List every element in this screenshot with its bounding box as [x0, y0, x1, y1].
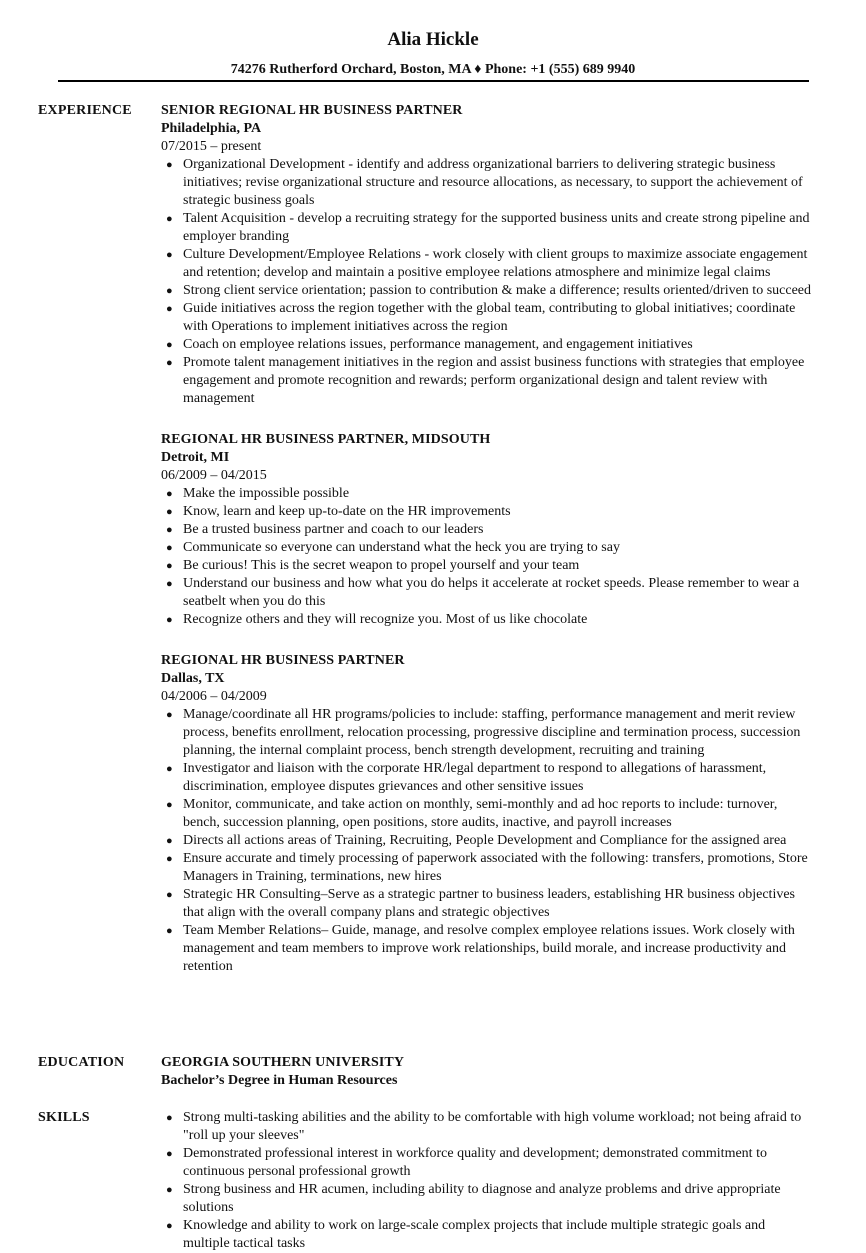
section-label-skills: SKILLS	[38, 1110, 90, 1125]
bullet-text: Investigator and liaison with the corporate HR/legal department to respond to allegations of harassment, discrimination, employee disputes grievances and other sensitive issues	[183, 761, 767, 794]
bullet-text: Directs all actions areas of Training, Recruiting, People Development and Compliance for the assigned area	[183, 833, 787, 848]
bullet-text: Recognize others and they will recognize you. Most of us like chocolate	[183, 612, 588, 627]
job-dates: 04/2006 – 04/2009	[161, 689, 267, 704]
school-name: GEORGIA SOUTHERN UNIVERSITY	[161, 1055, 405, 1070]
bullet-item	[161, 796, 811, 832]
bullet-item	[161, 210, 811, 246]
bullet-text: Culture Development/Employee Relations - work closely with client groups to maximize associate engagement and retention; develop and maintain a positive employee relations atmosphere and minimize legal claims	[183, 247, 808, 280]
bullet-item	[161, 503, 811, 521]
bullet-item	[161, 300, 811, 336]
bullet-text: Manage/coordinate all HR programs/policies to include: staffing, performance management and merit review process, benefits enrollment, relocation processing, progressive discipline and termination process, succession planning, the internal complaint process, bench strength development, recruiting and training	[183, 707, 801, 758]
bullet-text: Guide initiatives across the region together with the global team, contributing to global initiatives; coordinate with Operations to implement initiatives across the region	[183, 301, 796, 334]
section-label-education: EDUCATION	[38, 1055, 125, 1070]
bullet-dot-icon: ●	[166, 249, 173, 261]
bullet-dot-icon: ●	[166, 925, 173, 937]
job-entry	[161, 102, 821, 408]
bullet-dot-icon: ●	[166, 1112, 173, 1124]
bullet-dot-icon: ●	[166, 1184, 173, 1196]
job-bullets	[161, 706, 821, 976]
bullet-item	[161, 156, 811, 210]
bullet-dot-icon: ●	[166, 560, 173, 572]
bullet-item	[161, 521, 811, 539]
bullet-dot-icon: ●	[166, 578, 173, 590]
bullet-item	[161, 850, 811, 886]
bullet-item	[161, 1145, 811, 1181]
bullet-item	[161, 832, 811, 850]
job-location: Philadelphia, PA	[161, 121, 262, 136]
bullet-text: Team Member Relations– Guide, manage, and resolve complex employee relations issues. Work closely with management and team members to improve work relationships, build morale, and increase productivity and retention	[183, 923, 795, 974]
skills-list	[161, 1109, 821, 1253]
bullet-dot-icon: ●	[166, 303, 173, 315]
bullet-text: Knowledge and ability to work on large-scale complex projects that include multiple strategic goals and multiple tactical tasks	[183, 1218, 766, 1251]
bullet-item	[161, 706, 811, 760]
job-dates: 07/2015 – present	[161, 139, 262, 154]
job-entry	[161, 431, 821, 629]
job-title: REGIONAL HR BUSINESS PARTNER, MIDSOUTH	[161, 432, 491, 447]
bullet-text: Know, learn and keep up-to-date on the HR improvements	[183, 504, 511, 519]
bullet-dot-icon: ●	[166, 853, 173, 865]
bullet-item	[161, 886, 811, 922]
bullet-dot-icon: ●	[166, 1220, 173, 1232]
bullet-item	[161, 336, 811, 354]
job-location: Dallas, TX	[161, 671, 225, 686]
education-body	[161, 1054, 821, 1090]
bullet-text: Organizational Development - identify and address organizational barriers to delivering strategic business initiatives; revise organizational structure and resource allocations, as necessary, to support the achievement of strategic business goals	[183, 157, 803, 208]
bullet-text: Strong multi-tasking abilities and the ability to be comfortable with high volume workload; not being afraid to "roll up your sleeves"	[183, 1110, 802, 1143]
bullet-dot-icon: ●	[166, 506, 173, 518]
bullet-text: Be curious! This is the secret weapon to propel yourself and your team	[183, 558, 580, 573]
job-bullets	[161, 156, 821, 408]
bullet-text: Communicate so everyone can understand what the heck you are trying to say	[183, 540, 620, 555]
bullet-text: Be a trusted business partner and coach to our leaders	[183, 522, 484, 537]
bullet-item	[161, 485, 811, 503]
bullet-text: Demonstrated professional interest in workforce quality and development; demonstrated commitment to continuous personal professional growth	[183, 1146, 767, 1179]
section-label-experience: EXPERIENCE	[38, 103, 132, 118]
bullet-dot-icon: ●	[166, 339, 173, 351]
bullet-item	[161, 922, 811, 976]
bullet-dot-icon: ●	[166, 799, 173, 811]
contact-line: 74276 Rutherford Orchard, Boston, MA ♦ Phone: +1 (555) 689 9940	[230, 62, 636, 77]
bullet-text: Strong client service orientation; passion to contribution & make a difference; results oriented/driven to succeed	[183, 283, 811, 298]
bullet-dot-icon: ●	[166, 614, 173, 626]
bullet-text: Make the impossible possible	[183, 486, 350, 501]
experience-body	[161, 102, 821, 999]
bullet-text: Understand our business and how what you do helps it accelerate at rocket speeds. Please remember to wear a seatbelt when you do this	[183, 576, 800, 609]
bullet-text: Promote talent management initiatives in the region and assist business functions with strategies that employee engagement and promote recognition and rewards; perform organizational design and talent review with management	[183, 355, 805, 406]
job-bullets	[161, 485, 821, 629]
bullet-dot-icon: ●	[166, 285, 173, 297]
bullet-item	[161, 282, 811, 300]
bullet-text: Ensure accurate and timely processing of paperwork associated with the following: transfers, promotions, Store Managers in Training, terminations, new hires	[183, 851, 808, 884]
bullet-item	[161, 575, 811, 611]
job-title: SENIOR REGIONAL HR BUSINESS PARTNER	[161, 103, 463, 118]
bullet-text: Talent Acquisition - develop a recruiting strategy for the supported business units and create strong pipeline and employer branding	[183, 211, 810, 244]
skills-body	[161, 1109, 821, 1253]
bullet-item	[161, 246, 811, 282]
bullet-dot-icon: ●	[166, 709, 173, 721]
job-title: REGIONAL HR BUSINESS PARTNER	[161, 653, 405, 668]
bullet-dot-icon: ●	[166, 524, 173, 536]
bullet-item	[161, 539, 811, 557]
degree-name: Bachelor’s Degree in Human Resources	[161, 1073, 398, 1088]
bullet-dot-icon: ●	[166, 889, 173, 901]
bullet-item	[161, 1109, 811, 1145]
job-location: Detroit, MI	[161, 450, 230, 465]
header-divider	[58, 80, 809, 82]
bullet-item	[161, 611, 811, 629]
bullet-text: Monitor, communicate, and take action on monthly, semi-monthly and ad hoc reports to include: turnover, bench, succession planning, open positions, store audits, inactive, and payroll increases	[183, 797, 778, 830]
bullet-text: Strong business and HR acumen, including ability to diagnose and analyze problems and drive appropriate solutions	[183, 1182, 781, 1215]
bullet-item	[161, 1217, 811, 1253]
bullet-dot-icon: ●	[166, 1148, 173, 1160]
bullet-dot-icon: ●	[166, 213, 173, 225]
bullet-text: Strategic HR Consulting–Serve as a strategic partner to business leaders, establishing HR business objectives that align with the overall company plans and strategic objectives	[183, 887, 795, 920]
bullet-dot-icon: ●	[166, 159, 173, 171]
candidate-name: Alia Hickle	[387, 29, 479, 50]
bullet-item	[161, 760, 811, 796]
bullet-dot-icon: ●	[166, 763, 173, 775]
bullet-dot-icon: ●	[166, 835, 173, 847]
bullet-dot-icon: ●	[166, 357, 173, 369]
bullet-item	[161, 1181, 811, 1217]
bullet-dot-icon: ●	[166, 488, 173, 500]
bullet-dot-icon: ●	[166, 542, 173, 554]
bullet-item	[161, 557, 811, 575]
job-dates: 06/2009 – 04/2015	[161, 468, 267, 483]
bullet-text: Coach on employee relations issues, performance management, and engagement initiatives	[183, 337, 693, 352]
bullet-item	[161, 354, 811, 408]
job-entry	[161, 652, 821, 976]
